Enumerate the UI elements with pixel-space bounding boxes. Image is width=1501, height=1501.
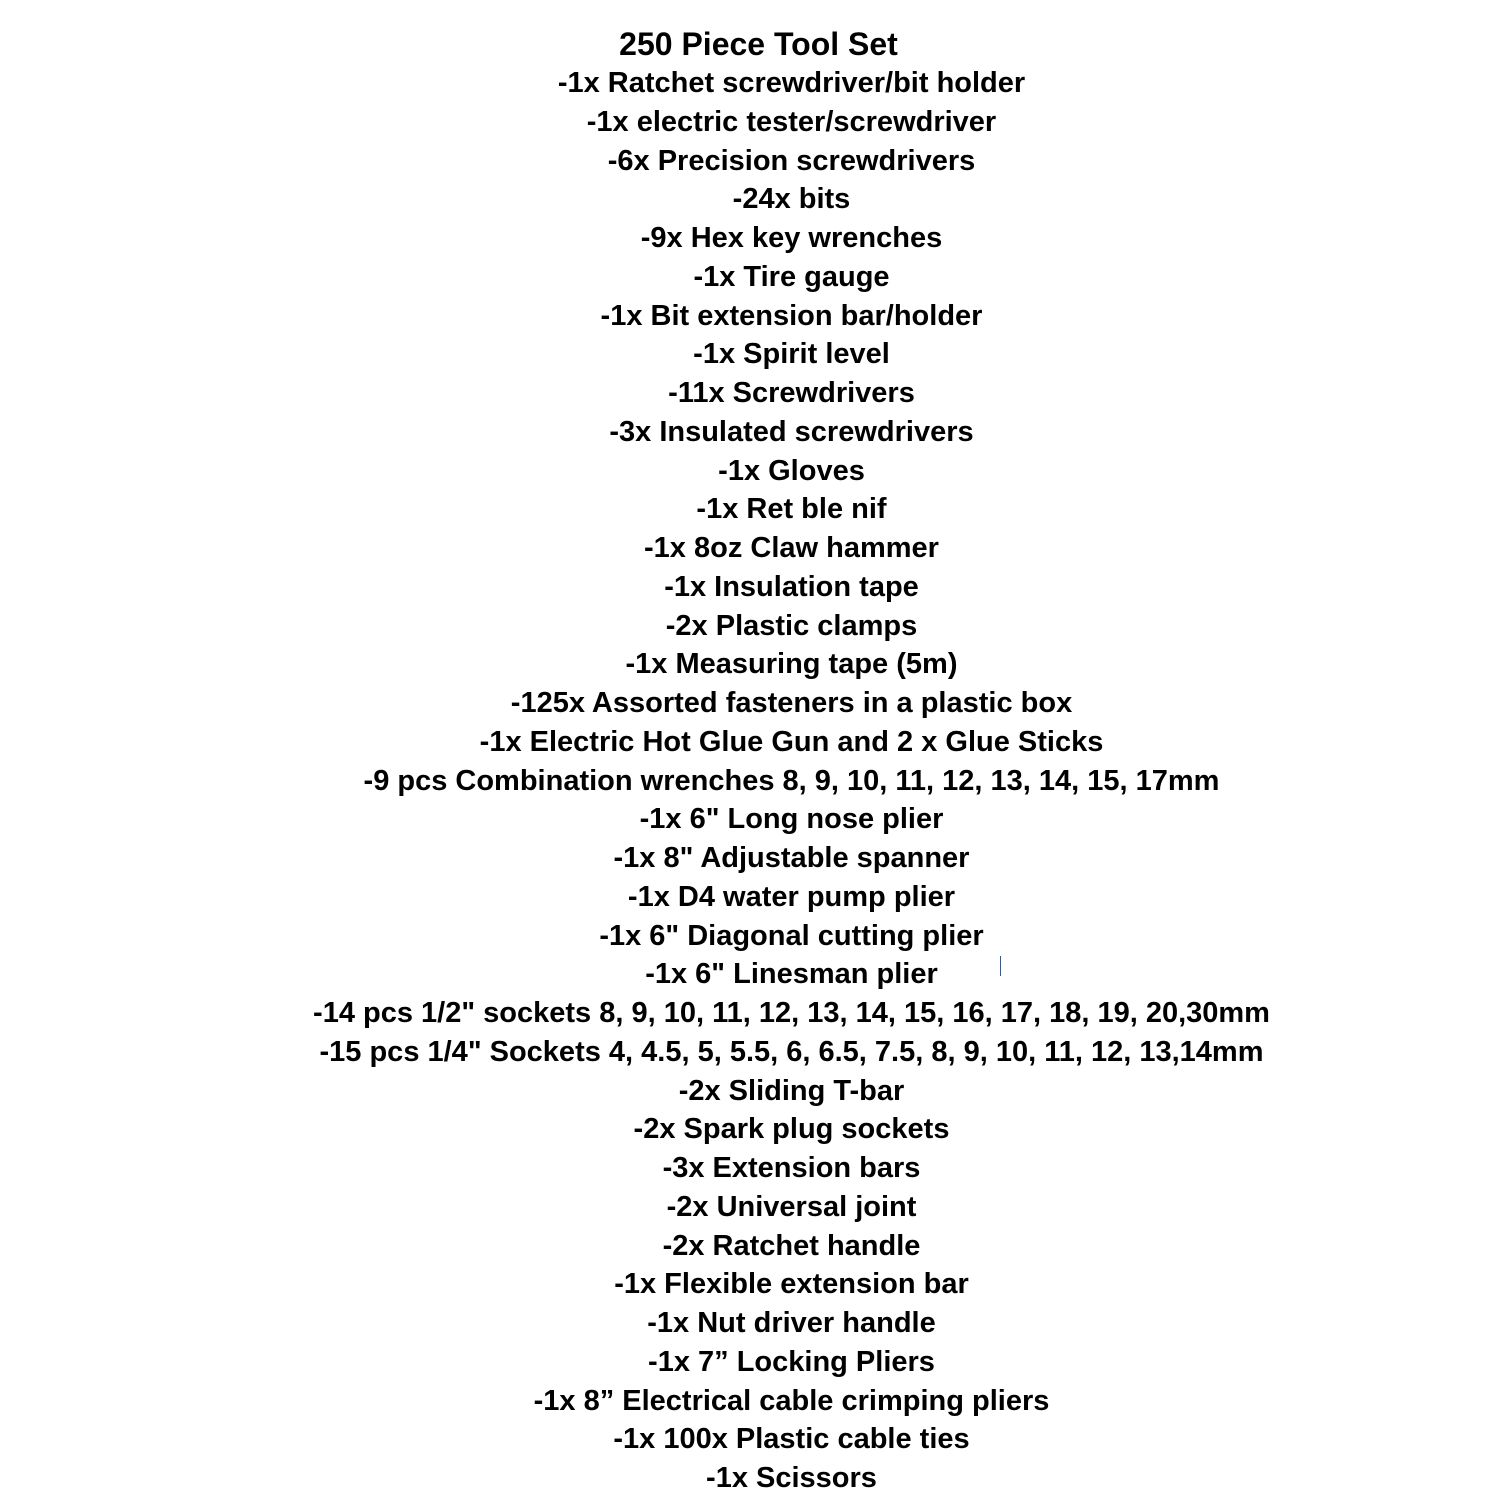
tool-list-item: -1x Spirit level — [693, 338, 890, 371]
tool-list-item: -1x D4 water pump plier — [627, 880, 956, 913]
tool-list-item: -6x Precision screwdrivers — [607, 144, 976, 177]
tool-list-item: -1x 7” Locking Pliers — [648, 1345, 935, 1378]
tool-list-item: -1x 8" Adjustable spanner — [613, 842, 970, 874]
tool-list-item: -1x Electric Hot Glue Gun and 2 x Glue Sticks — [479, 725, 1104, 758]
tool-list-item: -24x bits — [732, 183, 851, 216]
tool-list-item: -2x Plastic clamps — [665, 609, 918, 642]
tool-set-sheet — [0, 24, 1501, 1498]
tool-list-item: -1x 6" Long nose plier — [639, 803, 944, 836]
tool-list-item: -2x Universal joint — [666, 1190, 917, 1223]
tool-list-item: -14 pcs 1/2" sockets 8, 9, 10, 11, 12, 13, 14, 15, 16, 17, 18, 19, 20,30mm — [313, 997, 1270, 1029]
tool-list-item: -3x Insulated screwdrivers — [609, 415, 974, 448]
tool-list-item: -1x Ret ble nif — [696, 493, 887, 526]
tool-list-item: -1x 100x Plastic cable ties — [613, 1423, 970, 1456]
tool-list-item: -1x Bit extension bar/holder — [600, 299, 983, 332]
tool-list-item: -1x 8oz Claw hammer — [644, 532, 939, 564]
tool-list-item: -1x Tire gauge — [693, 260, 890, 293]
tool-list-item: -9x Hex key wrenches — [640, 222, 943, 254]
tool-list-item: -1x Measuring tape (5m) — [625, 648, 958, 681]
tool-list-item: -1x Scissors — [706, 1462, 877, 1494]
tool-list-item: -1x Nut driver handle — [647, 1307, 936, 1339]
tool-list-item: -2x Spark plug sockets — [633, 1113, 950, 1146]
stray-line-mark — [1000, 956, 1001, 976]
tool-list-item: -2x Sliding T-bar — [678, 1074, 905, 1107]
tool-list-item: -1x electric tester/screwdriver — [586, 105, 997, 138]
tool-list-item: -1x Insulation tape — [664, 570, 919, 603]
tool-list-item: -2x Ratchet handle — [662, 1229, 921, 1262]
tool-list-item: -1x 6" Diagonal cutting plier — [599, 919, 984, 952]
tool-list-item: -1x Ratchet screwdriver/bit holder — [557, 67, 1026, 99]
tool-list-item: -15 pcs 1/4" Sockets 4, 4.5, 5, 5.5, 6, 6.5, 7.5, 8, 9, 10, 11, 12, 13,14mm — [319, 1035, 1264, 1068]
tool-list-item: -3x Extension bars — [662, 1152, 921, 1184]
tool-list-item: -1x Gloves — [718, 454, 865, 487]
tool-list-item: -1x Flexible extension bar — [614, 1268, 969, 1301]
tool-list-item: -1x 6" Linesman plier — [645, 958, 938, 991]
tool-list-item: -9 pcs Combination wrenches 8, 9, 10, 11, 12, 13, 14, 15, 17mm — [363, 764, 1220, 797]
tool-list — [0, 64, 1501, 1498]
tool-list-item: -125x Assorted fasteners in a plastic box — [510, 687, 1073, 719]
tool-list-item: -1x 8” Electrical cable crimping pliers — [533, 1384, 1050, 1417]
page-title: 250 Piece Tool Set — [619, 26, 898, 62]
tool-list-item: -11x Screwdrivers — [668, 377, 915, 409]
